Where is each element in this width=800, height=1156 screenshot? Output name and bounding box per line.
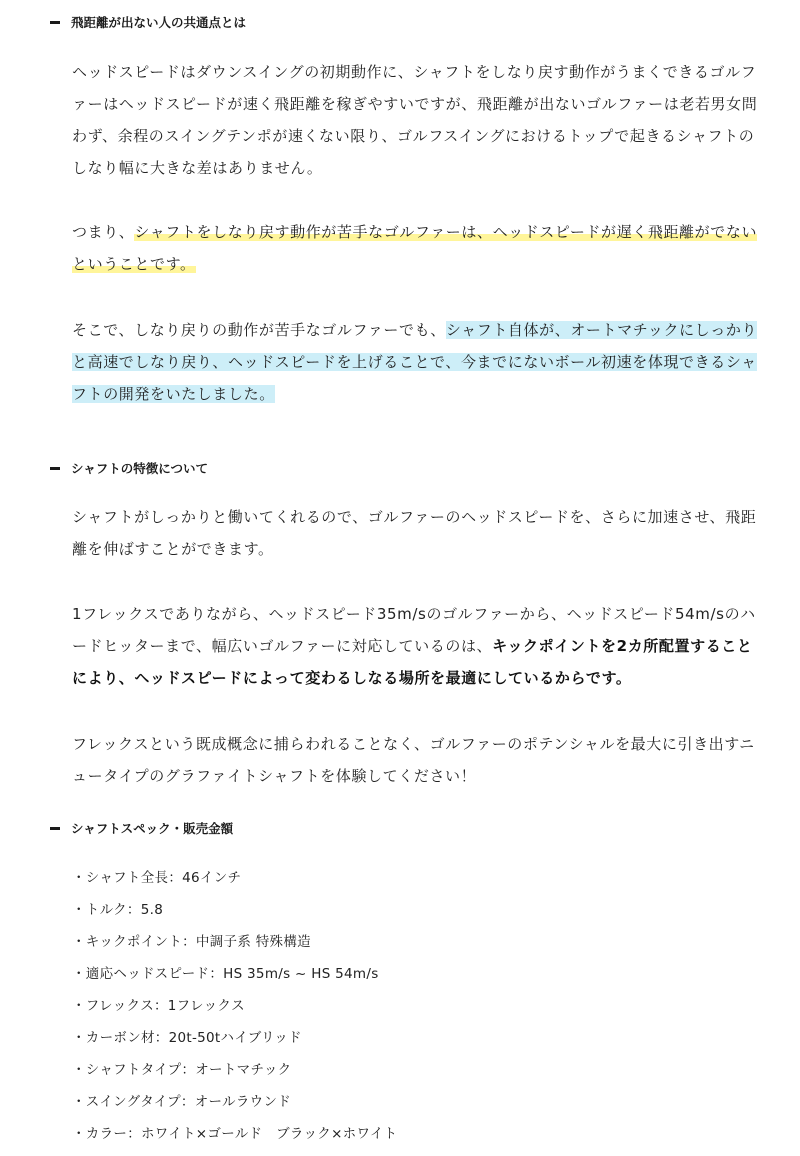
section-heading-distance <box>50 13 246 31</box>
paragraph <box>72 314 762 410</box>
spec-list <box>72 862 397 1150</box>
dash-icon <box>50 21 60 24</box>
paragraph-lead: そこで、しなり戻りの動作が苦手なゴルファーでも、 <box>72 321 446 339</box>
spec-item: ・適応ヘッドスピード：HS 35m/s ~ HS 54m/s <box>72 966 379 982</box>
spec-item: ・カラー：ホワイト×ゴールド ブラック×ホワイト <box>72 1126 398 1142</box>
spec-item: ・スイングタイプ：オールラウンド <box>72 1094 292 1110</box>
paragraph: ヘッドスピードはダウンスイングの初期動作に、シャフトをしなり戻す動作がうまくできるゴルファーはヘッドスピードが速く飛距離を稼ぎやすいですが、飛距離が出ないゴルファーは老若男女問わず、余程のスイングテンポが速くない限り、ゴルフスイングにおけるトップで起きるシャフトのしなり幅に大きな差はありません。 <box>72 63 758 177</box>
paragraph <box>72 598 762 694</box>
section-heading-features <box>50 459 208 477</box>
spec-item: ・シャフトタイプ：オートマチック <box>72 1062 292 1078</box>
paragraph-lead: 1フレックスでありながら、ヘッドスピード35m/sのゴルファーから、ヘッドスピード54m/sのハードヒッターまで、幅広いゴルファーに対応しているのは、 <box>72 605 756 655</box>
section-heading-text: シャフトスペック・販売金額 <box>71 821 234 836</box>
spec-item: ・キックポイント：中調子系 特殊構造 <box>72 934 311 950</box>
spec-item: ・フレックス：1フレックス <box>72 998 245 1014</box>
highlighted-text-blue: シャフト自体が、オートマチックにしっかりと高速でしなり戻り、ヘッドスピードを上げることで、今までにないボール初速を体現できるシャフトの開発をいたしました。 <box>72 321 758 403</box>
section-heading-specs <box>50 819 233 837</box>
spec-item: ・カーボン材：20t-50tハイブリッド <box>72 1030 302 1046</box>
dash-icon <box>50 467 60 470</box>
section-heading-text: 飛距離が出ない人の共通点とは <box>71 15 247 30</box>
spec-item: ・シャフト全長：46インチ <box>72 870 242 886</box>
dash-icon <box>50 827 60 830</box>
paragraph-lead: つまり、 <box>72 223 135 241</box>
paragraph: フレックスという既成概念に捕らわれることなく、ゴルファーのポテンシャルを最大に引き出すニュータイプのグラファイトシャフトを体験してください！ <box>72 735 755 785</box>
paragraph: シャフトがしっかりと働いてくれるので、ゴルファーのヘッドスピードを、さらに加速させ、飛距離を伸ばすことができます。 <box>72 508 757 558</box>
paragraph <box>72 216 762 280</box>
spec-item: ・トルク：5.8 <box>72 902 164 918</box>
section-heading-text: シャフトの特徴について <box>71 461 209 476</box>
highlighted-text-yellow: シャフトをしなり戻す動作が苦手なゴルファーは、ヘッドスピードが遅く飛距離がでないということです。 <box>72 223 758 273</box>
bold-text: キックポイントを2カ所配置することにより、ヘッドスピードによって変わるしなる場所を最適にしているからです。 <box>72 637 753 687</box>
